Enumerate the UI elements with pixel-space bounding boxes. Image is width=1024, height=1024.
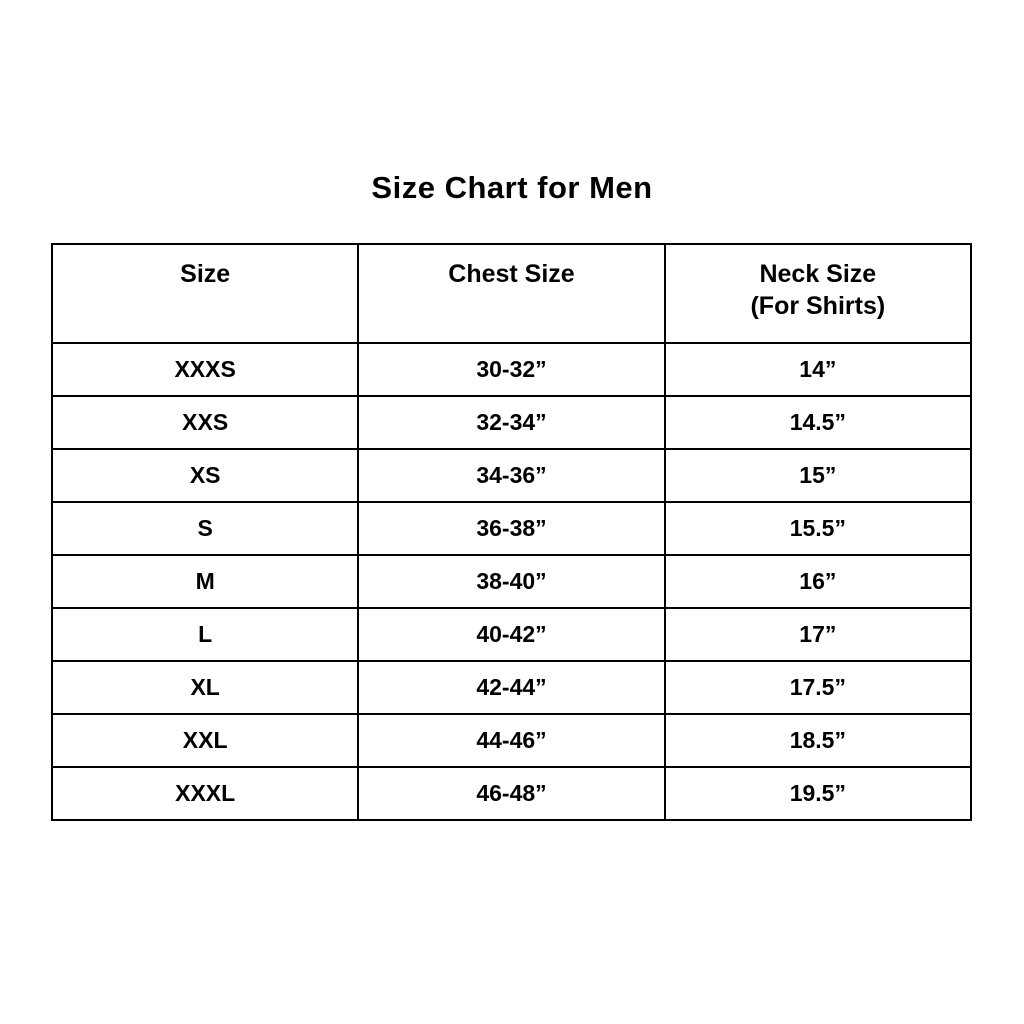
size-cell: XS [52,449,358,502]
table-row-xs [52,449,971,502]
neck-cell: 14.5” [665,396,971,449]
chest-cell: 42-44” [358,661,664,714]
neck-cell: 17.5” [665,661,971,714]
chest-cell: 44-46” [358,714,664,767]
table-row-xxl [52,714,971,767]
header-chest-size-label: Chest Size [448,260,575,288]
table-row-m [52,555,971,608]
table-row-xxxl [52,767,971,820]
table-row-xxs [52,396,971,449]
header-chest-size [358,244,664,343]
header-neck-size [665,244,971,343]
header-neck-size-sublabel: (For Shirts) [750,292,886,320]
chest-cell: 40-42” [358,608,664,661]
chest-cell: 36-38” [358,502,664,555]
table-body [52,343,971,820]
chest-cell: 32-34” [358,396,664,449]
neck-cell: 14” [665,343,971,396]
size-cell: L [52,608,358,661]
page-title: Size Chart for Men [371,170,653,205]
header-neck-size-label: Neck Size [759,260,877,288]
size-cell: M [52,555,358,608]
table-row-l [52,608,971,661]
size-cell: XXXS [52,343,358,396]
table-row-xl [52,661,971,714]
neck-cell: 18.5” [665,714,971,767]
neck-cell: 15.5” [665,502,971,555]
table-header [52,244,971,343]
chest-cell: 38-40” [358,555,664,608]
header-size [52,244,358,343]
size-cell: XXS [52,396,358,449]
size-cell: XL [52,661,358,714]
header-row [52,244,971,343]
neck-cell: 19.5” [665,767,971,820]
size-cell: S [52,502,358,555]
table-row-xxxs [52,343,971,396]
header-size-label: Size [180,260,231,288]
chest-cell: 34-36” [358,449,664,502]
size-cell: XXXL [52,767,358,820]
neck-cell: 16” [665,555,971,608]
size-chart-table [51,243,972,821]
chest-cell: 46-48” [358,767,664,820]
neck-cell: 17” [665,608,971,661]
table-row-s [52,502,971,555]
size-cell: XXL [52,714,358,767]
chest-cell: 30-32” [358,343,664,396]
neck-cell: 15” [665,449,971,502]
